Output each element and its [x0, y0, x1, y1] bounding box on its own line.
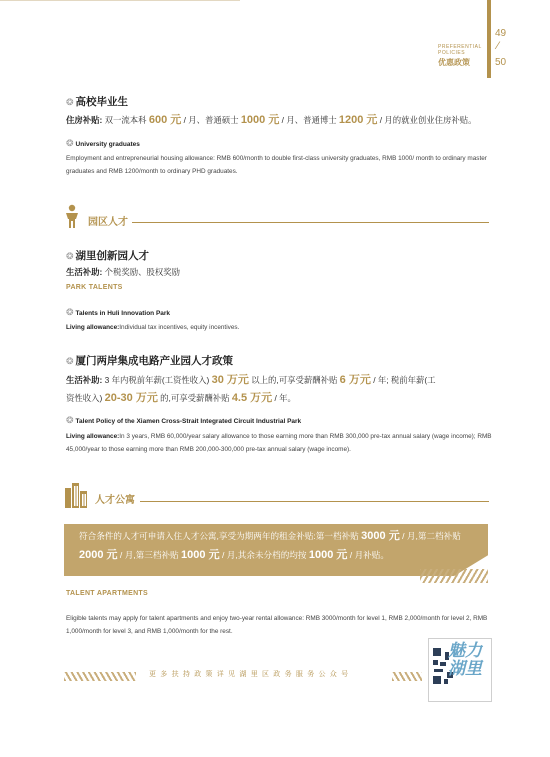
apartment-banner-text: 符合条件的人才可申请入住人才公寓,享受为期两年的租金补贴:第一档补贴 3000 元 / 月,第二档补贴 2000 元 / 月,第三档补贴 1000 元 / 月,其余未分档的均按 1000 元 / 月补贴。 — [79, 530, 461, 561]
page-separator: ⁄ — [497, 40, 499, 52]
badge-icon: ❂ — [66, 307, 74, 317]
badge-icon: ❂ — [66, 138, 74, 148]
graduates-desc-en: Employment and entrepreneurial housing allowance: RMB 600/month to double first-class university graduates, RMB 1000/ month to ordinary master graduates and RMB 1200/month to ordinary PHD graduates. — [66, 155, 487, 175]
graduates-housing-line: 住房补贴: 双一流本科 600 元 / 月、普通硕士 1000 元 / 月、普通博士 1200 元 / 月的就业创业住房补贴。 — [66, 114, 477, 126]
top-rule — [0, 0, 240, 1]
qr-caption: 魅力湖里 — [448, 641, 482, 678]
footer-stripe-left — [64, 672, 136, 681]
apartment-section-rule — [140, 501, 489, 502]
huli-heading: ❂ 湖里创新园人才 — [66, 250, 150, 262]
badge-icon: ❂ — [66, 97, 74, 107]
apartments-desc-en: Eligible talents may apply for talent apartments and enjoy two-year rental allowance: RMB 3000/month for level 1, RMB 2,000/month for level 2, RMB 1,000/month for level 3, and RMB 1,000/month for the rest. — [66, 615, 488, 635]
park-section-rule — [132, 222, 489, 223]
footer-stripe-right — [392, 672, 422, 681]
park-section-title: 园区人才 — [88, 217, 128, 228]
page-number-total: 50 — [495, 57, 507, 68]
xiamen-heading-en: ❂ Talent Policy of the Xiamen Cross-Strait Integrated Circuit Industrial Park — [66, 415, 302, 425]
huli-desc-en: Living allowance:Individual tax incentives, equity incentives. — [66, 324, 240, 331]
section-label-cn: 优惠政策 — [438, 58, 470, 67]
badge-icon: ❂ — [66, 251, 74, 261]
huli-line: 生活补助: 个税奖励、股权奖励 — [66, 267, 180, 277]
graduates-heading-en: ❂ University graduates — [66, 138, 140, 148]
graduates-heading: ❂ 高校毕业生 — [66, 96, 129, 108]
xiamen-desc-en: Living allowance:In 3 years, RMB 60,000/year salary allowance to those earning more than RMB 300,000 pre-tax annual salary (wage income); RMB 45,000/year to those earning more than RMB 200,000-300,000 pre-tax annual salary (wage income). — [66, 433, 492, 453]
huli-heading-en: ❂ Talents in Huli Innovation Park — [66, 307, 171, 317]
badge-icon: ❂ — [66, 356, 74, 366]
banner-stripe — [420, 569, 488, 583]
xiamen-line-2: 资性收入) 20-30 万元 的,可享受薪酬补贴 4.5 万元 / 年。 — [66, 392, 296, 404]
corner-strip — [487, 0, 491, 78]
xiamen-heading: ❂ 厦门两岸集成电路产业园人才政策 — [66, 355, 234, 367]
footer-text: 更多扶持政策详见湖里区政务服务公众号 — [149, 671, 353, 678]
page-number-current: 49 — [495, 28, 507, 39]
section-label-en: PREFERENTIAL POLICIES — [438, 44, 482, 56]
badge-icon: ❂ — [66, 415, 74, 425]
person-icon — [64, 204, 80, 228]
building-icon — [64, 482, 88, 508]
apartment-section-title: 人才公寓 — [95, 495, 135, 506]
xiamen-line-1: 生活补助: 3 年内税前年薪(工资性收入) 30 万元 以上的,可享受薪酬补贴 6 万元 / 年; 税前年薪(工 — [66, 374, 436, 386]
park-talents-label: PARK TALENTS — [66, 284, 123, 291]
apartments-label: TALENT APARTMENTS — [66, 590, 148, 597]
